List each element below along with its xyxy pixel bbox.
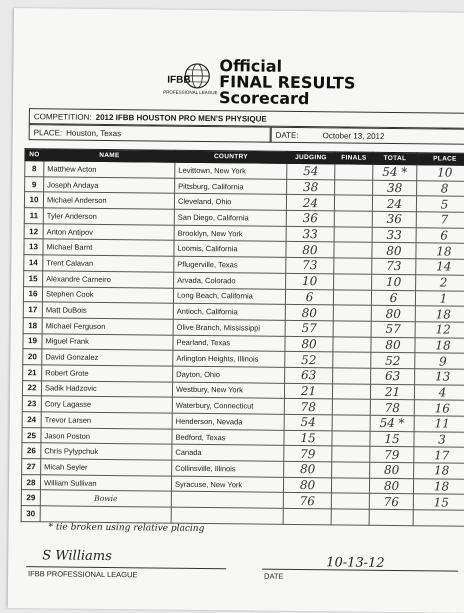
- column-header-name: NAME: [44, 149, 175, 162]
- cell-judging: 57: [285, 320, 333, 336]
- cell-name: Matthew Acton: [44, 161, 175, 178]
- cell-place: 6: [416, 227, 464, 243]
- cell-no: 10: [24, 192, 43, 208]
- cell-name: Stephen Cook: [42, 286, 173, 303]
- cell-country: Cleveland, Ohio: [174, 194, 286, 211]
- cell-total: 15: [370, 431, 414, 447]
- cell-total: 73: [372, 258, 416, 274]
- cell-name: Trent Calavan: [43, 255, 174, 272]
- cell-finals: [333, 336, 371, 352]
- cell-country: Long Beach, California: [173, 288, 285, 305]
- cell-finals: [333, 352, 371, 368]
- column-header-total: TOTAL: [373, 152, 417, 164]
- cell-judging: 6: [285, 289, 333, 305]
- title-line-final-results: FINAL RESULTS: [219, 74, 369, 92]
- cell-place: 18: [414, 463, 464, 479]
- cell-judging: 36: [286, 210, 334, 226]
- cell-judging: 80: [285, 336, 333, 352]
- cell-total: 24: [372, 196, 416, 212]
- cell-name: Joseph Andaya: [44, 177, 175, 194]
- footer-date-label: DATE: [264, 572, 284, 581]
- cell-no: 11: [24, 208, 43, 224]
- cell-name: Cory Lagasse: [41, 396, 172, 413]
- cell-country: Pittsburg, California: [175, 178, 287, 195]
- cell-finals: [334, 227, 372, 243]
- cell-no: 14: [24, 255, 43, 271]
- official-signature: S Williams: [42, 548, 112, 564]
- cell-total: 76: [369, 494, 413, 510]
- cell-total: 21: [370, 384, 414, 400]
- cell-name: Matt DuBois: [42, 302, 173, 319]
- cell-judging: 52: [285, 352, 333, 368]
- cell-country: Pearland, Texas: [173, 335, 285, 352]
- cell-judging: 80: [283, 477, 331, 493]
- cell-country: Antioch, California: [173, 303, 285, 320]
- cell-country: Olive Branch, Mississippi: [173, 319, 285, 336]
- cell-total: 36: [372, 211, 416, 227]
- cell-name: Michael Barnt: [43, 239, 174, 256]
- cell-place: 15: [413, 494, 464, 510]
- cell-no: 23: [22, 396, 41, 412]
- place-value: Houston, Texas: [66, 128, 121, 138]
- cell-total: 38: [373, 180, 417, 196]
- cell-judging: 33: [286, 226, 334, 242]
- cell-name: Alexandre Carneiro: [43, 271, 174, 288]
- cell-name: Chris Pylypchuk: [41, 443, 172, 460]
- cell-place: 14: [416, 259, 464, 275]
- cell-finals: [333, 289, 371, 305]
- cell-no: 21: [23, 365, 42, 381]
- cell-no: 15: [24, 270, 43, 286]
- place-label: PLACE:: [34, 128, 63, 137]
- cell-total: 52: [371, 353, 415, 369]
- cell-place: 8: [417, 180, 464, 196]
- cell-finals: [331, 478, 369, 494]
- cell-judging: 80: [285, 305, 333, 321]
- cell-place: 18: [415, 306, 464, 322]
- cell-country: Brooklyn, New York: [174, 225, 286, 242]
- cell-judging: 80: [286, 242, 334, 258]
- cell-no: 30: [21, 506, 40, 522]
- cell-place: 9: [415, 353, 464, 369]
- cell-no: 13: [24, 239, 43, 255]
- cell-country: Syracuse, New York: [171, 476, 283, 493]
- cell-judging: 79: [284, 446, 332, 462]
- cell-finals: [332, 462, 370, 478]
- cell-place: 17: [414, 447, 464, 463]
- title-line-scorecard: Scorecard: [219, 90, 369, 108]
- cell-total: [369, 509, 413, 525]
- cell-country: Loomis, California: [174, 241, 286, 258]
- cell-place: 1: [415, 290, 464, 306]
- cell-country: Pflugerville, Texas: [174, 256, 286, 273]
- date-field: [271, 127, 464, 145]
- cell-judging: 38: [287, 179, 335, 195]
- cell-place: 11: [414, 416, 464, 432]
- cell-finals: [333, 305, 371, 321]
- cell-finals: [335, 164, 373, 180]
- column-header-judging: JUDGING: [287, 151, 335, 164]
- cell-name: Tyler Anderson: [43, 208, 174, 225]
- cell-judging: 10: [286, 273, 334, 289]
- cell-finals: [335, 180, 373, 196]
- cell-place: [413, 510, 464, 526]
- cell-place: 10: [417, 165, 464, 181]
- date-value: October 13, 2012: [323, 131, 385, 141]
- date-line: [262, 569, 458, 572]
- cell-no: 25: [22, 427, 41, 443]
- cell-place: 18: [415, 337, 464, 353]
- cell-total: 63: [371, 368, 415, 384]
- cell-total: 80: [371, 305, 415, 321]
- cell-finals: [333, 368, 371, 384]
- cell-finals: [332, 446, 370, 462]
- cell-country: Waterbury, Connecticut: [172, 397, 284, 414]
- cell-name: Bowie: [40, 490, 171, 507]
- cell-no: 8: [25, 161, 44, 177]
- cell-name: Anton Antipov: [43, 224, 174, 241]
- cell-judging: 54: [287, 163, 335, 179]
- cell-no: 29: [21, 490, 40, 506]
- cell-name: David Gonzalez: [42, 349, 173, 366]
- signed-date: 10-13-12: [326, 555, 385, 571]
- results-table: [21, 148, 464, 526]
- cell-place: 5: [416, 196, 464, 212]
- scorecard-sheet: [8, 8, 464, 613]
- cell-no: 16: [23, 286, 42, 302]
- cell-judging: 63: [285, 367, 333, 383]
- cell-judging: 78: [284, 399, 332, 415]
- organization-label: IFBB PROFESSIONAL LEAGUE: [28, 569, 137, 579]
- cell-country: [171, 492, 283, 509]
- cell-total: 80: [369, 478, 413, 494]
- cell-place: 3: [414, 431, 464, 447]
- cell-finals: [334, 242, 372, 258]
- cell-no: 22: [22, 380, 41, 396]
- cell-no: 26: [22, 443, 41, 459]
- cell-total: 80: [372, 243, 416, 259]
- cell-no: 12: [24, 223, 43, 239]
- cell-place: 16: [414, 400, 464, 416]
- column-header-no: NO: [25, 149, 44, 161]
- cell-name: Robert Grote: [42, 365, 173, 382]
- cell-country: Arvada, Colorado: [174, 272, 286, 289]
- cell-finals: [332, 399, 370, 415]
- cell-finals: [334, 211, 372, 227]
- cell-total: 6: [371, 290, 415, 306]
- cell-no: 24: [22, 412, 41, 428]
- cell-name: William Sullivan: [40, 475, 171, 492]
- cell-judging: 76: [283, 493, 331, 509]
- cell-finals: [334, 274, 372, 290]
- cell-name: [40, 506, 171, 523]
- ifbb-logo-icon: [161, 60, 221, 101]
- cell-no: 17: [23, 302, 42, 318]
- cell-no: 28: [21, 474, 40, 490]
- cell-finals: [331, 509, 369, 525]
- cell-finals: [334, 195, 372, 211]
- cell-no: 9: [25, 176, 44, 192]
- cell-country: Canada: [172, 445, 284, 462]
- competition-label: COMPETITION:: [34, 112, 92, 122]
- cell-name: Trevor Larsen: [41, 412, 172, 429]
- cell-place: 18: [416, 243, 464, 259]
- cell-place: 12: [415, 322, 464, 338]
- cell-place: 2: [416, 275, 464, 291]
- date-label: DATE:: [276, 130, 299, 139]
- cell-finals: [332, 431, 370, 447]
- cell-name: Jason Poston: [41, 427, 172, 444]
- cell-judging: 21: [284, 383, 332, 399]
- cell-country: San Diego, California: [174, 209, 286, 226]
- cell-place: 13: [415, 369, 464, 385]
- cell-country: Collinsville, Illinois: [172, 460, 284, 477]
- cell-finals: [333, 321, 371, 337]
- column-header-country: COUNTRY: [175, 150, 287, 163]
- cell-place: 4: [414, 384, 464, 400]
- cell-total: 80: [371, 337, 415, 353]
- cell-country: Westbury, New York: [172, 382, 284, 399]
- cell-finals: [332, 415, 370, 431]
- cell-total: 78: [370, 400, 414, 416]
- cell-country: [171, 507, 283, 524]
- cell-place: 18: [413, 478, 464, 494]
- cell-name: Michael Ferguson: [42, 318, 173, 335]
- cell-judging: 80: [284, 461, 332, 477]
- cell-no: 20: [23, 349, 42, 365]
- column-header-finals: FINALS: [335, 152, 373, 164]
- cell-country: Bedford, Texas: [172, 429, 284, 446]
- cell-judging: [283, 508, 331, 524]
- cell-no: 18: [23, 317, 42, 333]
- cell-finals: [332, 383, 370, 399]
- cell-name: Sadik Hadzovic: [41, 380, 172, 397]
- column-header-place: PLACE: [417, 153, 464, 166]
- cell-total: 80: [370, 462, 414, 478]
- cell-total: 33: [372, 227, 416, 243]
- cell-finals: [331, 493, 369, 509]
- cell-no: 19: [23, 333, 42, 349]
- results-table-body: [21, 161, 464, 526]
- place-field: [29, 124, 271, 143]
- cell-country: Henderson, Nevada: [172, 413, 284, 430]
- cell-name: Micah Seyler: [41, 459, 172, 476]
- cell-country: Levittown, New York: [175, 162, 287, 179]
- cell-judging: 73: [286, 257, 334, 273]
- cell-judging: 15: [284, 430, 332, 446]
- cell-total: 57: [371, 321, 415, 337]
- cell-name: Michael Anderson: [43, 192, 174, 209]
- cell-country: Arlington Heights, Illinois: [173, 350, 285, 367]
- cell-finals: [334, 258, 372, 274]
- cell-no: 27: [22, 459, 41, 475]
- cell-name: Miguel Frank: [42, 333, 173, 350]
- cell-total: 54 *: [373, 164, 417, 180]
- cell-total: 10: [372, 274, 416, 290]
- cell-judging: 54: [284, 414, 332, 430]
- document-title: [219, 58, 369, 108]
- cell-place: 7: [416, 212, 464, 228]
- logo-subtext: PROFESSIONAL LEAGUE: [163, 90, 217, 96]
- title-line-official: Official: [219, 58, 369, 76]
- logo-text: IFBB: [167, 75, 190, 86]
- cell-judging: 24: [286, 195, 334, 211]
- cell-total: 79: [370, 447, 414, 463]
- cell-total: 54 *: [370, 415, 414, 431]
- tie-break-note: * tie broken using relative placing: [49, 522, 205, 534]
- cell-country: Dayton, Ohio: [173, 366, 285, 383]
- competition-value: 2012 IFBB HOUSTON PRO MEN'S PHYSIQUE: [96, 112, 267, 123]
